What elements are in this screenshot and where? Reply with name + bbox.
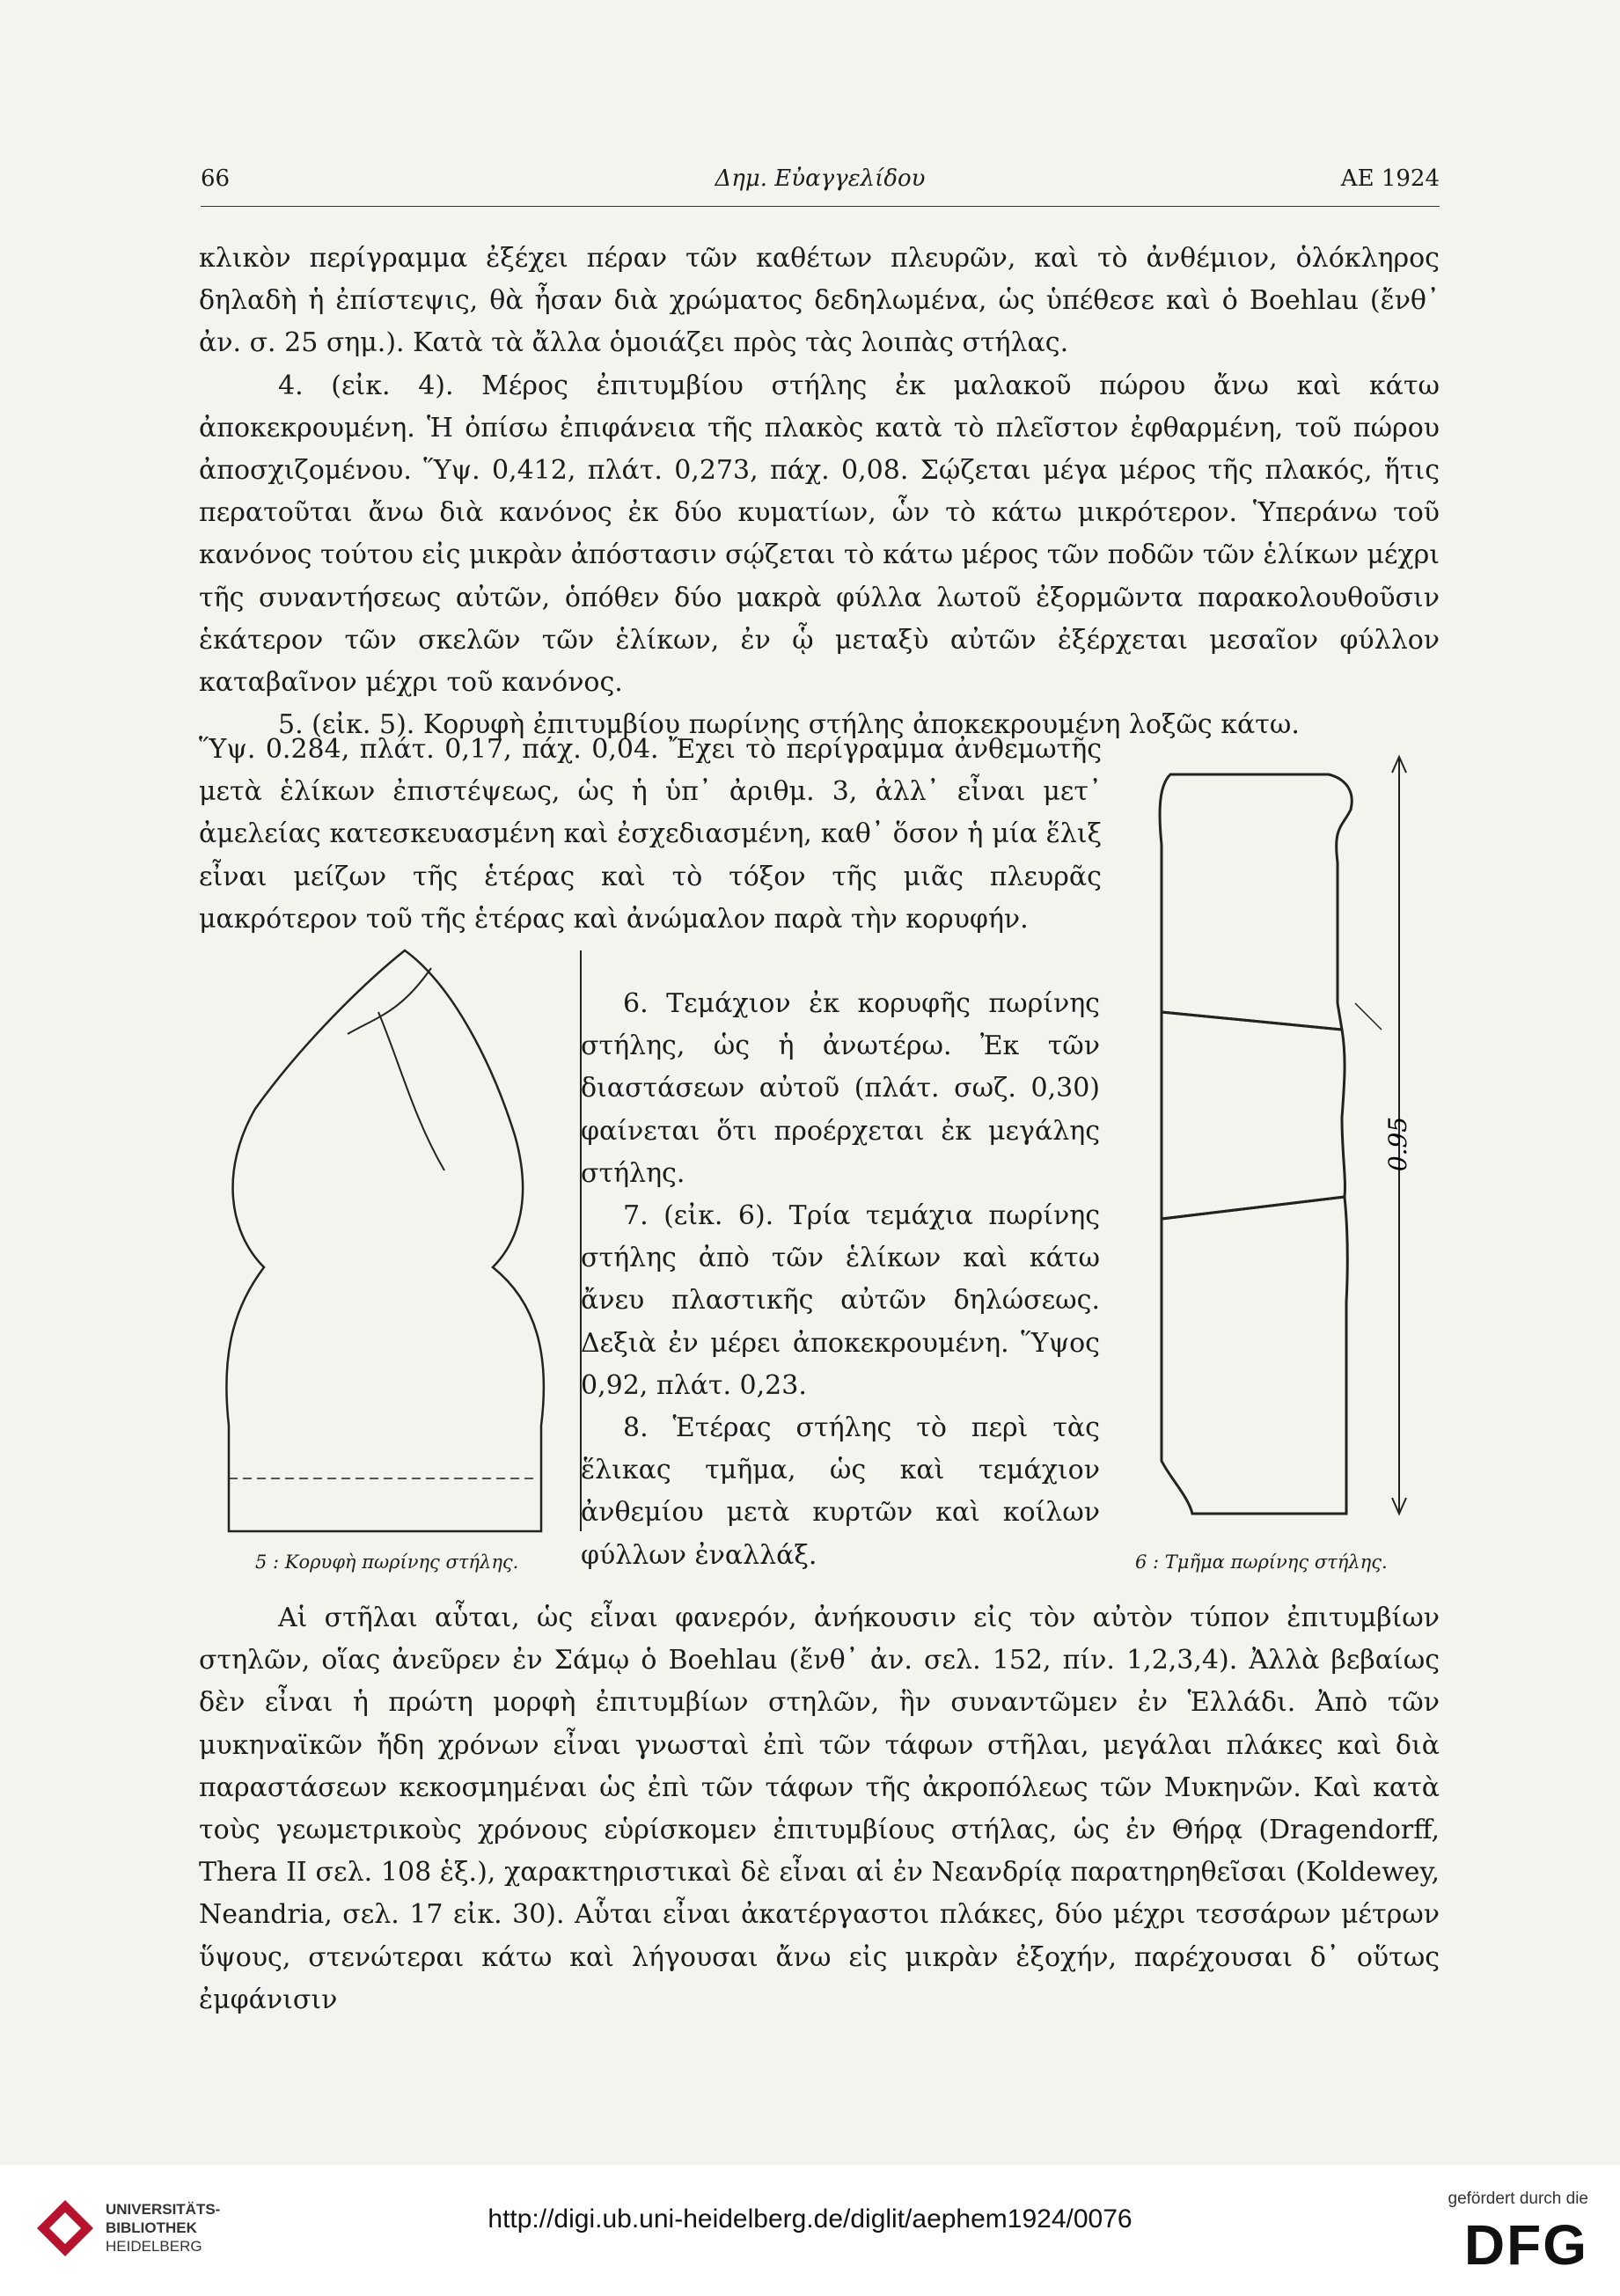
body-text-top bbox=[199, 238, 1440, 746]
funding-label: gefördert durch die bbox=[1448, 2190, 1588, 2208]
page-number: 66 bbox=[201, 165, 231, 192]
dfg-logo: DFG bbox=[1463, 2213, 1588, 2277]
stele-edge-line bbox=[1355, 1003, 1382, 1030]
stele-fragment-top bbox=[1160, 774, 1352, 1030]
source-url-link[interactable]: http://digi.ub.uni-heidelberg.de/diglit/aephem1924/0076 bbox=[487, 2204, 1133, 2234]
stele-fragment-bottom bbox=[1162, 1197, 1347, 1514]
figure-5-caption: 5 : Κορυφὴ πωρίνης στήλης. bbox=[255, 1551, 519, 1573]
body-text-bottom bbox=[199, 1597, 1440, 2021]
stele-break-line bbox=[348, 968, 431, 1034]
figure-5-drawing bbox=[202, 933, 572, 1549]
figure-6-caption: 6 : Τμῆμα πωρίνης στήλης. bbox=[1135, 1551, 1388, 1573]
header-rule bbox=[201, 206, 1440, 207]
paragraph-conclusion: Αἱ στῆλαι αὗται, ὡς εἶναι φανερόν, ἀνήκουσιν εἰς τὸν αὐτὸν τύπον ἐπιτυμβίων στηλῶν, οἵας ἀνεῦρεν ἐν Σάμῳ ὁ Boehlau (ἔνθ᾽ ἀν. σελ. 152, πίν. 1,2,3,4). Ἀλλὰ βεβαίως δὲν εἶναι ἡ πρώτη μορφὴ ἐπιτυμβίων στηλῶν, ἣν συναντῶμεν ἐν Ἑλλάδι. Ἀπὸ τῶν μυκηναϊκῶν ἤδη χρόνων εἶναι γνωσταὶ ἐπὶ τῶν τάφων στῆλαι, μεγάλαι πλάκες καὶ διὰ παραστάσεων κεκοσμημέναι ὡς ἐπὶ τῶν τάφων τῆς ἀκροπόλεως τῶν Μυκηνῶν. Καὶ κατὰ τοὺς γεωμετρικοὺς χρόνους εὑρίσκομεν ἐπιτυμβίους στήλας, ὡς ἐν Θήρᾳ (Dragendorff, Thera II σελ. 108 ἑξ.), χαρακτηριστικαὶ δὲ εἶναι αἱ ἐν Νεανδρίᾳ παρατηρηθεῖσαι (Koldewey, Neandria, σελ. 17 εἰκ. 30). Αὗται εἶναι ἀκατέργαστοι πλάκες, δύο μέχρι τεσσάρων μέτρων ὕψους, στενώτεραι κάτω καὶ λήγουσαι ἄνω εἰς μικρὰν ἐξοχήν, παρέχουσαι δ᾽ οὕτως ἐμφάνισιν bbox=[199, 1603, 1440, 2015]
journal-label: ΑΕ 1924 bbox=[1340, 165, 1440, 192]
column-text-lower bbox=[581, 983, 1100, 1577]
paragraph-item-7: 7. (εἰκ. 6). Τρία τεμάχια πωρίνης στήλης ἀπὸ τῶν ἑλίκων καὶ κάτω ἄνευ πλαστικῆς αὐτῶν δηλώσεως. Δεξιὰ ἐν μέρει ἀποκεκρουμένη. Ὕψος 0,92, πλάτ. 0,23. bbox=[581, 1200, 1100, 1401]
stele-fragment-middle bbox=[1162, 1012, 1345, 1219]
paragraph-continuation: κλικὸν περίγραμμα ἐξέχει πέραν τῶν καθέτων πλευρῶν, καὶ τὸ ἀνθέμιον, ὁλόκληρος δηλαδὴ ἡ ἐπίστεψις, θὰ ἦσαν διὰ χρώματος δεδηλωμένα, ὡς ὑπέθεσε καὶ ὁ Boehlau (ἔνθ᾽ ἀν. σ. 25 σημ.). Κατὰ τὰ ἄλλα ὁμοιάζει πρὸς τὰς λοιπὰς στήλας. bbox=[199, 243, 1440, 359]
stele-crown-outline bbox=[226, 950, 544, 1531]
paragraph-item-5: 5. (εἰκ. 5). Κορυφὴ ἐπιτυμβίου πωρίνης στήλης ἀποκεκρουμένη λοξῶς κάτω. bbox=[278, 709, 1300, 741]
running-title: Δημ. Εὐαγγελίδου bbox=[715, 165, 926, 192]
paragraph-item-5-cont: Ὕψ. 0.284, πλάτ. 0,17, πάχ. 0,04. Ἔχει τὸ περίγραμμα ἀνθεμωτῆς μετὰ ἑλίκων ἐπιστέψεως, ὡς ἡ ὑπ᾽ ἀριθμ. 3, ἀλλ᾽ εἶναι μετ᾽ ἀμελείας κατεσκευασμένη καὶ ἐσχεδιασμένη, καθ᾽ ὅσον ἡ μία ἕλιξ εἶναι μείζων τῆς ἑτέρας καὶ τὸ τόξον τῆς μιᾶς πλευρᾶς μακρότερον τοῦ τῆς ἑτέρας καὶ ἀνώμαλον παρὰ τὴν κορυφήν. bbox=[199, 734, 1102, 935]
column-text-upper bbox=[199, 729, 1102, 941]
paragraph-item-4: 4. (εἰκ. 4). Μέρος ἐπιτυμβίου στήλης ἐκ μαλακοῦ πώρου ἄνω καὶ κάτω ἀποκεκρουμένη. Ἡ ὀπίσω ἐπιφάνεια τῆς πλακὸς κατὰ τὸ πλεῖστον ἐφθαρμένη, τοῦ πώρου ἀποσχιζομένου. Ὕψ. 0,412, πλάτ. 0,273, πάχ. 0,08. Σῴζεται μέγα μέρος τῆς πλακός, ἥτις περατοῦται ἄνω διὰ κανόνος ἐκ δύο κυματίων, ὧν τὸ κάτω μικρότερον. Ὑπεράνω τοῦ κανόνος τούτου εἰς μικρὰν ἀπόστασιν σῴζεται τὸ κάτω μέρος τῶν ποδῶν τῶν ἑλίκων μέχρι τῆς συναντήσεως αὐτῶν, ὁπόθεν δύο μακρὰ φύλλα λωτοῦ ἐξορμῶντα παρακολουθοῦσιν ἑκάτερον τῶν σκελῶν τῶν ἑλίκων, ἐν ᾧ μεταξὺ αὐτῶν ἐξέρχεται μεσαῖον φύλλον καταβαῖνον μέχρι τοῦ κανόνος. bbox=[199, 370, 1440, 699]
figure-6-drawing bbox=[1144, 739, 1434, 1531]
stele-break-line bbox=[378, 1012, 444, 1170]
dimension-label: 0.95 bbox=[1383, 1116, 1412, 1172]
paragraph-item-8: 8. Ἑτέρας στήλης τὸ περὶ τὰς ἕλικας τμῆμα, ὡς καὶ τεμάχιον ἀνθεμίου μετὰ κυρτῶν καὶ κοίλων φύλλων ἐναλλάξ. bbox=[581, 1412, 1100, 1571]
library-name: UNIVERSITÄTS- BIBLIOTHEK HEIDELBERG bbox=[106, 2201, 221, 2255]
dfg-block bbox=[1421, 2190, 1588, 2276]
paragraph-item-6: 6. Τεμάχιον ἐκ κορυφῆς πωρίνης στήλης, ὡς ἡ ἀνωτέρω. Ἐκ τῶν διαστάσεων αὐτοῦ (πλάτ. σωζ. 0,30) φαίνεται ὅτι προέρχεται ἐκ μεγάλης στήλης. bbox=[581, 988, 1100, 1189]
running-header bbox=[201, 165, 1440, 209]
